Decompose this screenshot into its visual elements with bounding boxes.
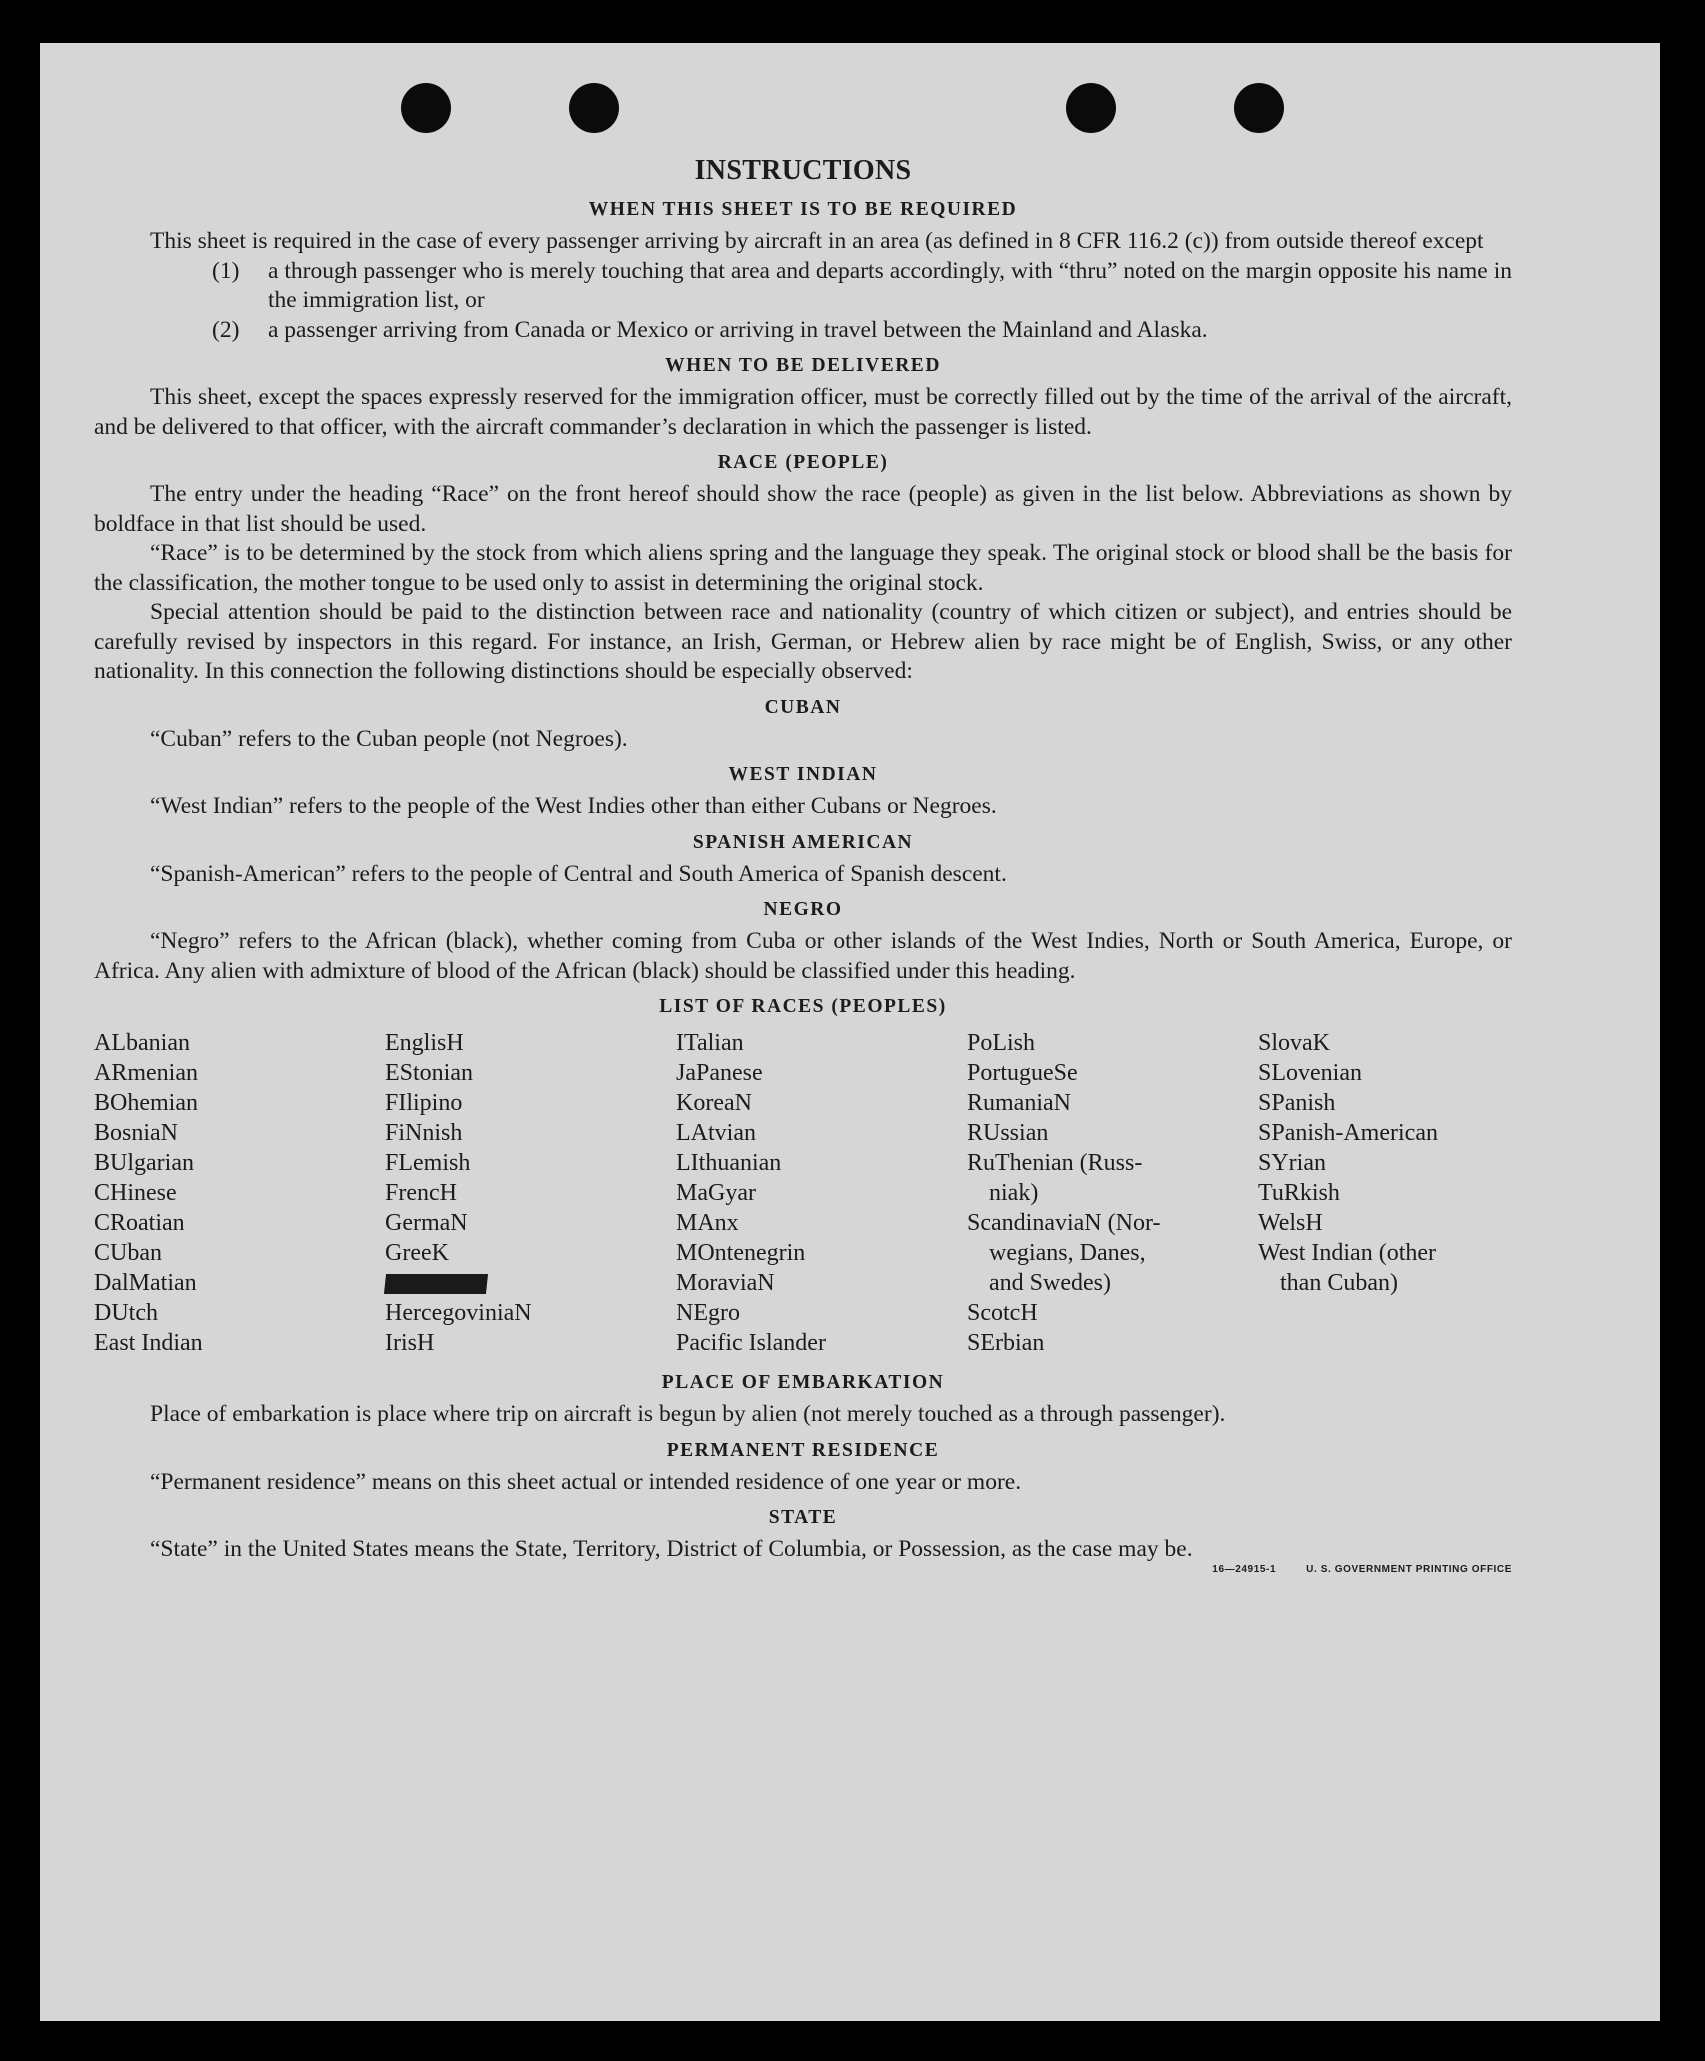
section-heading-state: STATE <box>768 1507 838 1528</box>
race-entry-continued: than Cuban) <box>1280 1270 1398 1296</box>
race-entry: ARmenian <box>94 1060 198 1086</box>
section-heading-embarkation: PLACE OF EMBARKATION <box>661 1372 945 1393</box>
section-heading-cuban: CUBAN <box>764 696 842 718</box>
exception-number: (1) <box>212 257 240 284</box>
race-entry: RuThenian (Russ- <box>967 1150 1143 1176</box>
race-paragraph: The entry under the heading “Race” on the front hereof should show the race (people) as given in the list below. Abbreviations as shown by boldface in that list should be used. <box>94 481 1512 537</box>
race-entry: EStonian <box>385 1060 473 1086</box>
race-entry: SPanish <box>1258 1090 1336 1116</box>
exception-number: (2) <box>212 316 240 343</box>
race-entry: DalMatian <box>94 1270 197 1296</box>
race-entry: JaPanese <box>676 1060 763 1086</box>
race-entry: ScandinaviaN (Nor- <box>967 1210 1161 1236</box>
race-entry: BOhemian <box>94 1090 198 1116</box>
required-intro: This sheet is required in the case of every passenger arriving by aircraft in an area (as defined in 8 CFR 116.2 (c)) from outside thereof except <box>150 228 1484 254</box>
race-entry: IrisH <box>385 1330 435 1356</box>
race-entry: SPanish-American <box>1258 1120 1438 1146</box>
section-heading-delivered: WHEN TO BE DELIVERED <box>665 355 941 376</box>
race-entry: LIthuanian <box>676 1150 782 1176</box>
redacted-race-entry <box>385 1268 676 1298</box>
race-entry: LAtvian <box>676 1120 756 1146</box>
race-entry: KoreaN <box>676 1090 752 1116</box>
race-entry: MAnx <box>676 1210 739 1236</box>
race-entry: HercegoviniaN <box>385 1300 532 1326</box>
race-entry-continued: niak) <box>989 1180 1039 1206</box>
race-column <box>1258 1028 1518 1358</box>
race-entry: ALbanian <box>94 1030 190 1056</box>
section-heading-negro: NEGRO <box>763 899 843 920</box>
race-entry: DUtch <box>94 1300 158 1326</box>
section-heading-list-of-races: LIST OF RACES (PEOPLES) <box>659 996 947 1017</box>
race-entry-continued: and Swedes) <box>989 1270 1111 1296</box>
race-entry: MoraviaN <box>676 1270 775 1296</box>
punch-hole <box>401 83 451 133</box>
race-list <box>94 1028 1512 1358</box>
race-entry: GreeK <box>385 1240 449 1266</box>
printer-office: U. S. GOVERNMENT PRINTING OFFICE <box>1306 1563 1512 1575</box>
race-entry: SYrian <box>1258 1150 1326 1176</box>
race-entry-continued: wegians, Danes, <box>989 1240 1146 1266</box>
state-text: “State” in the United States means the State, Territory, District of Columbia, or Possession, as the case may be. <box>150 1536 1193 1562</box>
race-column <box>385 1028 676 1358</box>
west-indian-text: “West Indian” refers to the people of the West Indies other than either Cubans or Negroes. <box>150 793 997 819</box>
race-paragraph: Special attention should be paid to the distinction between race and nationality (country of which citizen or subject), and entries should be carefully revised by inspectors in this regard. For instance, an Irish, German, or Hebrew alien by race might be of English, Swiss, or any other nationality. In this connection the following distinctions should be especially observed: <box>94 599 1512 684</box>
race-column <box>967 1028 1258 1358</box>
race-entry: CRoatian <box>94 1210 185 1236</box>
exception-text: a passenger arriving from Canada or Mexico or arriving in travel between the Mainland and Alaska. <box>268 316 1208 343</box>
race-entry: SlovaK <box>1258 1030 1330 1056</box>
punch-hole <box>569 83 619 133</box>
printer-code: 16—24915-1 <box>1212 1563 1277 1575</box>
negro-text: “Negro” refers to the African (black), whether coming from Cuba or other islands of the West Indies, North or South America, Europe, or Africa. Any alien with admixture of blood of the African (black) should be classified under this heading. <box>94 928 1512 984</box>
page-title: INSTRUCTIONS <box>694 155 912 186</box>
section-heading-race: RACE (PEOPLE) <box>717 452 889 473</box>
race-entry: FLemish <box>385 1150 471 1176</box>
race-entry: FrencH <box>385 1180 457 1206</box>
race-entry: RUssian <box>967 1120 1049 1146</box>
race-entry: East Indian <box>94 1330 203 1356</box>
section-heading-residence: PERMANENT RESIDENCE <box>666 1439 940 1461</box>
exception-text: a through passenger who is merely touching that area and departs accordingly, with “thru” noted on the margin opposite his name in the immigration list, or <box>268 257 1512 313</box>
race-entry: PoLish <box>967 1030 1036 1056</box>
exception-item <box>94 316 1512 346</box>
race-entry: WelsH <box>1258 1210 1323 1236</box>
race-column <box>94 1028 385 1358</box>
race-entry: EnglisH <box>385 1030 464 1056</box>
punch-hole <box>1066 83 1116 133</box>
race-entry: ScotcH <box>967 1300 1038 1326</box>
race-entry: MOntenegrin <box>676 1240 806 1266</box>
race-entry: NEgro <box>676 1300 740 1326</box>
embarkation-text: Place of embarkation is place where trip on aircraft is begun by alien (not merely touched as a through passenger). <box>150 1401 1226 1427</box>
redaction-mark <box>384 1274 488 1294</box>
spanish-american-text: “Spanish-American” refers to the people of Central and South America of Spanish descent. <box>150 860 1007 887</box>
race-entry: TuRkish <box>1258 1180 1340 1206</box>
race-entry: GermaN <box>385 1210 468 1236</box>
race-entry: FiNnish <box>385 1120 463 1146</box>
race-entry: BosniaN <box>94 1120 178 1146</box>
residence-text: “Permanent residence” means on this sheet actual or intended residence of one year or more. <box>150 1468 1022 1495</box>
exception-item <box>94 257 1512 316</box>
race-entry: ITalian <box>676 1030 744 1056</box>
race-entry: SErbian <box>967 1330 1045 1356</box>
section-heading-west-indian: WEST INDIAN <box>728 764 878 785</box>
race-entry: West Indian (other <box>1258 1240 1437 1266</box>
race-entry: BUlgarian <box>94 1150 194 1176</box>
document-sheet <box>40 43 1660 2021</box>
race-entry: RumaniaN <box>967 1090 1071 1116</box>
race-column <box>676 1028 967 1358</box>
delivered-text: This sheet, except the spaces expressly reserved for the immigration officer, must be correctly filled out by the time of the arrival of the aircraft, and be delivered to that officer, with the aircraft commander’s declaration in which the passenger is listed. <box>94 384 1512 440</box>
race-entry: Pacific Islander <box>676 1330 826 1356</box>
cuban-text: “Cuban” refers to the Cuban people (not Negroes). <box>150 725 628 752</box>
race-entry: MaGyar <box>676 1180 756 1206</box>
section-heading-spanish-american: SPANISH AMERICAN <box>692 831 914 853</box>
race-entry: FIlipino <box>385 1090 463 1116</box>
race-entry: CHinese <box>94 1180 177 1206</box>
race-entry: PortugueSe <box>967 1060 1078 1086</box>
race-entry: CUban <box>94 1240 162 1266</box>
punch-hole <box>1234 83 1284 133</box>
section-heading-required: WHEN THIS SHEET IS TO BE REQUIRED <box>588 199 1018 220</box>
race-entry: SLovenian <box>1258 1060 1362 1086</box>
race-paragraph: “Race” is to be determined by the stock from which aliens spring and the language they speak. The original stock or blood shall be the basis for the classification, the mother tongue to be used only to assist in determining the original stock. <box>94 540 1512 596</box>
